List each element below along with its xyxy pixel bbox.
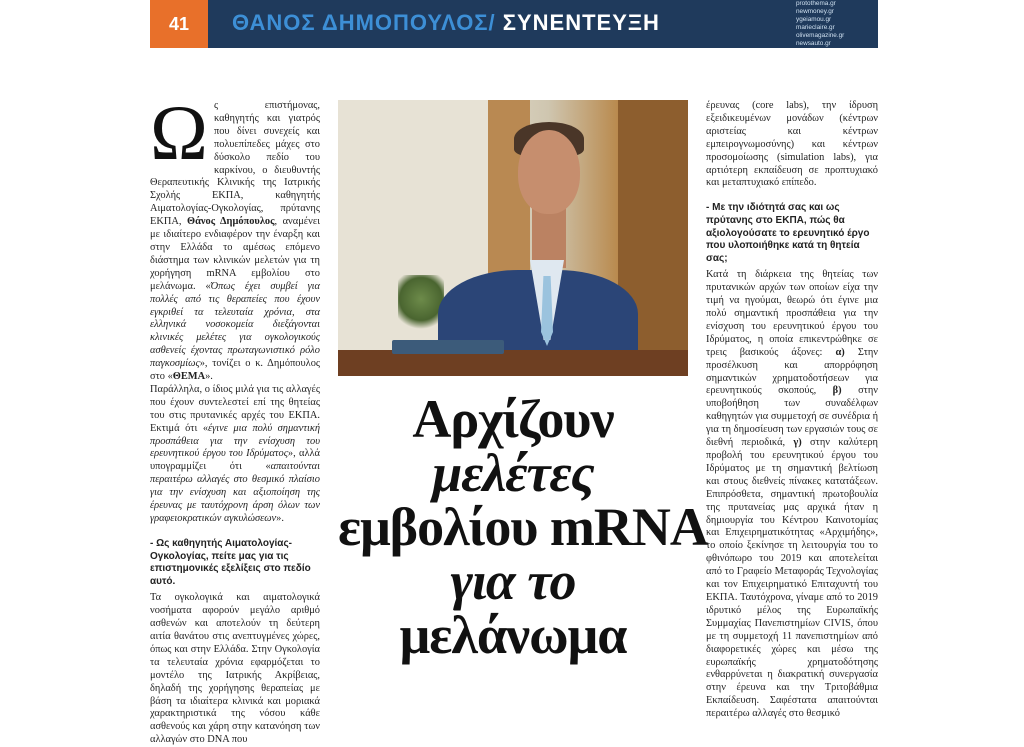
bold-name: Θάνος Δημόπουλος — [186, 216, 275, 228]
interviewee-name: ΘΑΝΟΣ ΔΗΜΟΠΟΥΛΟΣ/ — [232, 10, 496, 35]
drop-cap: Ω — [150, 89, 208, 176]
text-run: », τονίζει ο κ. Δημόπουλος στο « — [150, 358, 320, 383]
continued-paragraph: έρευνας (core labs), την ίδρυση εξειδικευμένων μονάδων (κέντρων αριστείας και κέντρων εμπειρογνωμοσύνης) και κέντρων προσομοίωσης (simulation labs), για αρτιότερη εκπαίδευση σε προπτυχιακό και μεταπτυχιακό επίπεδο. — [706, 100, 878, 189]
paper-name: ΘΕΜΑ — [172, 371, 206, 383]
headline-line: μελέτες — [432, 443, 594, 503]
photo-neck — [532, 208, 566, 268]
partner-sites-list — [796, 0, 876, 48]
photo-books — [392, 340, 504, 354]
text-run: ». — [276, 513, 284, 524]
text-run: Παράλληλα, ο ίδιος μιλά για τις αλλαγές που έχουν συντελεστεί επί της θητείας του στις πρυτανικές αρχές του ΕΚΠΑ. Εκτιμά ότι « — [150, 383, 320, 434]
headline-line: Αρχίζουν — [412, 389, 614, 449]
portrait-photo — [338, 100, 688, 376]
answer-paragraph: Τα ογκολογικά και αιματολογικά νοσήματα αφορούν μεγάλο αριθμό ασθενών και αποτελούν τη δεύτερη αιτία θανάτου στις ανεπτυγμένες χώρες, όπως και στην Ελλάδα. Στην Ογκολογία τα τελευταία χρόνια εφαρμόζεται το μοντέλο της Ιατρικής Ακρίβειας, δηλαδή της χορήγησης θεραπείας με βάση τα ιδιαίτερα κλινικά και μοριακά χαρακτηριστικά της νόσου κάθε ασθενούς και χάρη στην κατανόηση των αλλαγών στο DNA που — [150, 592, 320, 746]
interview-question: - Με την ιδιότητά σας και ως πρύτανης στο ΕΚΠΑ, πώς θα αξιολογούσατε το ερευνητικό έργο που υλοποιήθηκε κατά τη θητεία σας; — [706, 202, 870, 264]
answer-paragraph — [706, 269, 878, 721]
photo-desk — [338, 350, 688, 376]
list-label: α) — [835, 346, 845, 358]
text-run: », αλλά υπογραμμίζει ότι « — [150, 448, 321, 473]
headline-line: για το — [450, 551, 576, 611]
text-run: ». — [205, 371, 213, 383]
site-item: protothema.gr — [796, 0, 836, 7]
site-item: marieclaire.gr — [796, 24, 835, 31]
interview-question: - Ως καθηγητής Αιματολογίας-Ογκολογίας, πείτε μας για τις επιστημονικές εξελίξεις στο πεδίο αυτό. — [150, 537, 311, 587]
intro-paragraph — [150, 89, 320, 384]
page-number: 41 — [150, 0, 208, 48]
article-column-right — [706, 100, 878, 721]
quote-text: έγινε μια πολύ σημαντική προσπάθεια για την ενίσχυση του ερευνητικού έργου του Ιδρύματος — [150, 422, 320, 460]
site-item: newsauto.gr — [796, 40, 831, 47]
text-run: Κατά τη διάρκεια της θητείας των πρυτανικών αρχών των οποίων είχα την τιμή να ηγούμαι, θεωρώ ότι έγινε μια πολύ σημαντική προσπάθεια για την ενίσχυση του ερευνητικού έργου του Ιδρύματος, η οποία επικεντρώθηκε σε τρεις βασικούς άξονες: — [706, 269, 878, 358]
text-run: στην υποβοήθηση των συναδέλφων καθηγητών για συμμετοχή σε συνέδρια ή για τη δημοσίευση των εργασιών τους σε διεθνή περιοδικά, — [706, 385, 878, 449]
headline-line: εμβολίου mRNA — [338, 497, 708, 557]
list-label: γ) — [793, 437, 802, 449]
text-run: ς επιστήμονας, καθηγητής και γιατρός που δίνει συνεχείς και πολυεπίπεδες μάχες στο δύσκολο πεδίο του καρκίνου, ο διευθυντής Θεραπευτικής Κλινικής της Ιατρικής Σχολής ΕΚΠΑ, καθηγητής Αιματολογίας-Ογκολογίας, πρύτανης ΕΚΠΑ, — [150, 100, 320, 228]
article-headline — [338, 389, 708, 665]
site-item: newmoney.gr — [796, 8, 834, 15]
header-title — [232, 0, 660, 48]
quote-text: Όπως έχει συμβεί για πολλές από τις θεραπείες που έχουν εγκριθεί τα τελευταία χρόνια, στα ελληνικά νοσοκομεία διεξάγονται κλινικές μελέτες για ογκολογικούς ασθενείς έχοντας πρωταγωνιστικό ρόλο παγκοσμίως — [150, 280, 320, 370]
text-run: Στην προσέλκυση και απορρόφηση σημαντικών χρηματοδοτήσεων για ερευνητικούς σκοπούς, — [706, 346, 878, 397]
site-item: ygeiamou.gr — [796, 16, 832, 23]
headline-line: μελάνωμα — [399, 605, 627, 665]
section-label: ΣΥΝΕΝΤΕΥΞΗ — [502, 10, 660, 35]
text-run: στην καλύτερη προβολή του ερευνητικού έργου του Ιδρύματος με τη σημαντική βελτίωση και στους διεθνείς πίνακες κατατάξεων. Επιπρόσθετα, σημαντική πρωτοβουλία της πρυτανείας μας αρχικά ήταν η δημιουργία του Κέντρου Καινοτομίας και Επιχειρηματικότητας «Αρχιμήδης», το οποίο ξεκίνησε τη λειτουργία του το φθινόπωρο του 2019 και αποτελείται από το Γραφείο Μεταφοράς Τεχνολογίας και τον Επιχειρηματικό Επιταχυντή του ΕΚΠΑ. Ταυτόχρονα, γίναμε από το 2019 ιδρυτικό μέλος της Ευρωπαϊκής Συμμαχίας Πανεπιστημίων CIVIS, όπου με τη συμμετοχή 11 πανεπιστημίων από διαφορετικές χώρες και μέσω της ευρωπαϊκής χρηματοδότησης ενθαρρύνεται η διακρατική συνεργασία στην έρευνα και την Τριτοβάθμια Εκπαίδευση. Σαφέστατα απαιτούνται περαιτέρω αλλαγές στο θεσμικό — [706, 437, 878, 720]
list-label: β) — [832, 385, 842, 397]
text-run: , αναμένει με ιδιαίτερο ενδιαφέρον την έναρξη και στην Ελλάδα το αμέσως επόμενο διάστημα των κλινικών μελετών για τη χορήγηση mRNA εμβολίου στο μελάνωμα. « — [150, 216, 320, 292]
photo-head — [518, 130, 580, 214]
second-paragraph — [150, 384, 320, 526]
quote-text: απαιτούνται περαιτέρω αλλαγές στο θεσμικό πλαίσιο για την ενίσχυση και αξιοποίηση της έρευνας με ταυτόχρονη άρση όλων των γραφειοκρατικών αγκυλώσεων — [150, 461, 320, 524]
site-item: olivemagazine.gr — [796, 32, 845, 39]
